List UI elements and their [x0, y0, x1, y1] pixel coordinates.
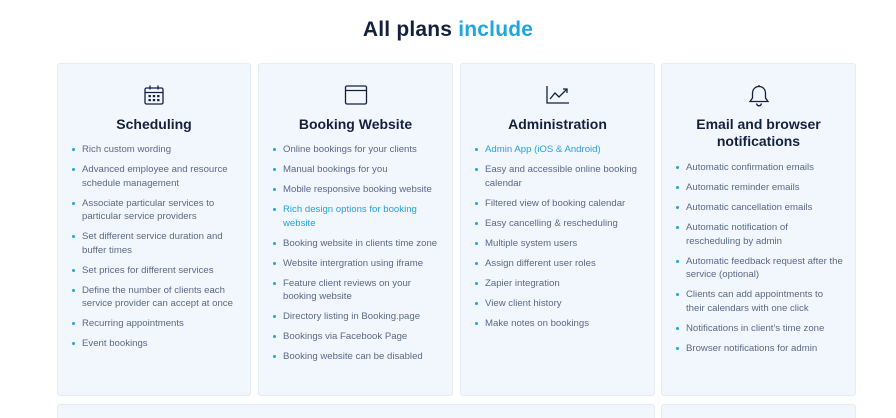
- card-title: Email and browser notifications: [696, 116, 821, 149]
- list-item: Set prices for different services: [72, 264, 238, 278]
- list-item: Automatic cancellation emails: [676, 201, 843, 215]
- list-item: Define the number of clients each service provider can accept at once: [72, 284, 238, 311]
- heading-accent: include: [458, 18, 534, 41]
- feature-list: [676, 161, 843, 355]
- list-item: Advanced employee and resource schedule management: [72, 163, 238, 190]
- chart-trend-icon: [461, 84, 654, 110]
- list-item: Mobile responsive booking website: [273, 183, 440, 197]
- card-title: Booking Website: [298, 116, 413, 132]
- list-item: Browser notifications for admin: [676, 342, 843, 356]
- list-item: Bookings via Facebook Page: [273, 330, 440, 344]
- list-item: Online bookings for your clients: [273, 143, 440, 157]
- list-item: Directory listing in Booking.page: [273, 310, 440, 324]
- feature-list: [72, 143, 238, 351]
- list-item: View client history: [475, 297, 642, 311]
- list-item: Rich custom wording: [72, 143, 238, 157]
- list-item: Easy cancelling & rescheduling: [475, 217, 642, 231]
- list-item: Booking website in clients time zone: [273, 237, 440, 251]
- list-item: Manual bookings for you: [273, 163, 440, 177]
- plan-card-notifications: [661, 63, 856, 396]
- heading-main: All plans: [362, 18, 459, 41]
- list-item: Make notes on bookings: [475, 317, 642, 331]
- card-title: Administration: [508, 116, 607, 132]
- bell-icon: [662, 84, 855, 110]
- card-title: Scheduling: [116, 116, 192, 132]
- next-row-card-right: [661, 404, 856, 418]
- list-item: Associate particular services to particular service providers: [72, 197, 238, 224]
- list-item-text: Rich design options for: [283, 204, 384, 215]
- list-item: Set different service duration and buffer times: [72, 230, 238, 257]
- booking-website-link[interactable]: booking website: [283, 204, 417, 229]
- list-item: Website intergration using iframe: [273, 257, 440, 271]
- browser-window-icon: [259, 84, 452, 110]
- list-item: Clients can add appointments to their calendars with one click: [676, 288, 843, 315]
- feature-list: [475, 143, 642, 330]
- list-item: Automatic notification of rescheduling by admin: [676, 221, 843, 248]
- list-item: Event bookings: [72, 337, 238, 351]
- list-item: Filtered view of booking calendar: [475, 197, 642, 211]
- list-item: Recurring appointments: [72, 317, 238, 331]
- next-row-card-left: [57, 404, 655, 418]
- list-item: Booking website can be disabled: [273, 350, 440, 364]
- list-item: Zapier integration: [475, 277, 642, 291]
- list-item: Feature client reviews on your booking website: [273, 277, 440, 304]
- list-item: Easy and accessible online booking calendar: [475, 163, 642, 190]
- plan-card-booking-website: [258, 63, 453, 396]
- list-item: [273, 203, 440, 230]
- list-item: Automatic reminder emails: [676, 181, 843, 195]
- list-item: Assign different user roles: [475, 257, 642, 271]
- plan-card-administration: [460, 63, 655, 396]
- list-item: Automatic confirmation emails: [676, 161, 843, 175]
- section-heading: [0, 18, 896, 42]
- admin-app-link[interactable]: Admin App (iOS & Android): [475, 143, 642, 157]
- list-item: Notifications in client's time zone: [676, 322, 843, 336]
- calendar-icon: [58, 84, 250, 110]
- list-item: Multiple system users: [475, 237, 642, 251]
- feature-list: [273, 143, 440, 364]
- list-item: Automatic feedback request after the service (optional): [676, 255, 843, 282]
- plan-card-scheduling: [57, 63, 251, 396]
